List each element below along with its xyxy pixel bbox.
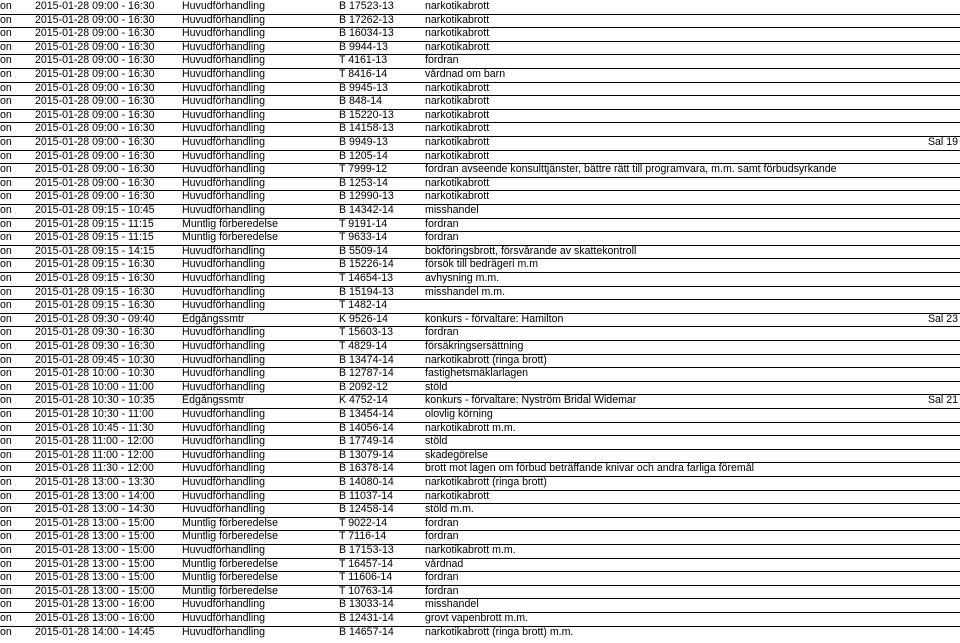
table-row xyxy=(0,299,960,313)
datetime-cell: 2015-01-28 09:00 - 16:30 xyxy=(35,190,155,203)
description-cell: avhysning m.m. xyxy=(425,272,500,284)
table-row xyxy=(0,177,960,191)
hearing-type-cell: Huvudförhandling xyxy=(182,95,266,108)
description-cell: narkotikabrott xyxy=(425,149,490,162)
table-row xyxy=(0,462,960,476)
day-cell: on xyxy=(0,530,12,543)
table-row xyxy=(0,476,960,490)
datetime-cell: 2015-01-28 09:15 - 10:45 xyxy=(35,204,155,216)
description-cell: vårdnad xyxy=(425,557,464,570)
datetime-cell: 2015-01-28 09:15 - 14:15 xyxy=(35,244,155,257)
description-cell: narkotikabrott m.m. xyxy=(425,544,516,556)
case-number-cell: T 14654-13 xyxy=(339,272,393,284)
table-row xyxy=(0,340,960,354)
case-number-cell: T 9022-14 xyxy=(339,516,388,529)
day-cell: on xyxy=(0,122,12,135)
datetime-cell: 2015-01-28 09:00 - 16:30 xyxy=(35,149,155,162)
description-cell: fordran xyxy=(425,530,459,543)
table-row xyxy=(0,422,960,436)
datetime-cell: 2015-01-28 09:45 - 10:30 xyxy=(35,353,155,366)
day-cell: on xyxy=(0,231,12,244)
datetime-cell: 2015-01-28 09:00 - 16:30 xyxy=(35,176,155,189)
day-cell: on xyxy=(0,149,12,162)
case-number-cell: T 16457-14 xyxy=(339,557,393,570)
day-cell: on xyxy=(0,625,12,638)
hearing-type-cell: Edgångssmtr xyxy=(182,394,245,407)
hearing-type-cell: Huvudförhandling xyxy=(182,489,266,502)
description-cell: narkotikabrott xyxy=(425,176,490,189)
day-cell: on xyxy=(0,217,12,230)
day-cell: on xyxy=(0,244,12,257)
case-number-cell: B 12431-14 xyxy=(339,612,394,624)
day-cell: on xyxy=(0,448,12,461)
hearing-type-cell: Muntlig förberedelse xyxy=(182,217,278,230)
hearing-type-cell: Muntlig förberedelse xyxy=(182,584,278,597)
datetime-cell: 2015-01-28 13:00 - 15:00 xyxy=(35,584,155,597)
datetime-cell: 2015-01-28 13:00 - 13:30 xyxy=(35,476,155,488)
day-cell: on xyxy=(0,176,12,189)
datetime-cell: 2015-01-28 09:00 - 16:30 xyxy=(35,40,155,53)
room-cell: Sal 21 xyxy=(927,394,958,407)
day-cell: on xyxy=(0,394,12,407)
datetime-cell: 2015-01-28 11:30 - 12:00 xyxy=(35,462,154,475)
table-row xyxy=(0,27,960,41)
hearing-type-cell: Huvudförhandling xyxy=(182,136,266,148)
day-cell: on xyxy=(0,136,12,148)
table-row xyxy=(0,408,960,422)
table-row xyxy=(0,598,960,612)
datetime-cell: 2015-01-28 11:00 - 12:00 xyxy=(35,448,154,461)
datetime-cell: 2015-01-28 09:15 - 16:30 xyxy=(35,299,155,312)
datetime-cell: 2015-01-28 13:00 - 14:30 xyxy=(35,503,155,516)
datetime-cell: 2015-01-28 09:15 - 16:30 xyxy=(35,272,155,284)
table-row xyxy=(0,95,960,109)
description-cell: narkotikabrott m.m. xyxy=(425,421,516,434)
hearing-type-cell: Huvudförhandling xyxy=(182,340,266,352)
hearing-type-cell: Muntlig förberedelse xyxy=(182,530,278,543)
table-row xyxy=(0,218,960,232)
datetime-cell: 2015-01-28 09:00 - 16:30 xyxy=(35,13,155,26)
hearing-type-cell: Huvudförhandling xyxy=(182,503,266,516)
day-cell: on xyxy=(0,476,12,488)
description-cell: bokföringsbrott, försvårande av skattekontroll xyxy=(425,244,637,257)
description-cell: fordran xyxy=(425,217,459,230)
datetime-cell: 2015-01-28 13:00 - 15:00 xyxy=(35,544,155,556)
datetime-cell: 2015-01-28 09:00 - 16:30 xyxy=(35,136,155,148)
hearing-type-cell: Huvudförhandling xyxy=(182,149,266,162)
case-number-cell: T 9633-14 xyxy=(339,231,388,244)
day-cell: on xyxy=(0,285,12,298)
description-cell: narkotikabrott (ringa brott) xyxy=(425,353,547,366)
datetime-cell: 2015-01-28 14:00 - 14:45 xyxy=(35,625,155,638)
case-number-cell: T 10763-14 xyxy=(339,584,393,597)
description-cell: narkotikabrott xyxy=(425,95,490,108)
day-cell: on xyxy=(0,40,12,53)
table-row xyxy=(0,231,960,245)
datetime-cell: 2015-01-28 09:00 - 16:30 xyxy=(35,0,155,12)
description-cell: skadegörelse xyxy=(425,448,489,461)
hearing-type-cell: Huvudförhandling xyxy=(182,408,266,420)
hearing-type-cell: Huvudförhandling xyxy=(182,27,266,40)
day-cell: on xyxy=(0,557,12,570)
day-cell: on xyxy=(0,408,12,420)
day-cell: on xyxy=(0,312,12,325)
hearing-type-cell: Huvudförhandling xyxy=(182,176,266,189)
case-number-cell: B 1205-14 xyxy=(339,149,388,162)
datetime-cell: 2015-01-28 09:15 - 11:15 xyxy=(35,231,154,244)
description-cell: konkurs - förvaltare: Nyström Bridal Widemar xyxy=(425,394,637,407)
description-cell: misshandel m.m. xyxy=(425,285,506,298)
day-cell: on xyxy=(0,503,12,516)
hearing-type-cell: Muntlig förberedelse xyxy=(182,231,278,244)
description-cell: narkotikabrott xyxy=(425,27,490,40)
hearing-type-cell: Huvudförhandling xyxy=(182,272,266,284)
day-cell: on xyxy=(0,516,12,529)
hearing-type-cell: Huvudförhandling xyxy=(182,598,266,611)
datetime-cell: 2015-01-28 09:15 - 16:30 xyxy=(35,285,155,298)
description-cell: fordran xyxy=(425,231,459,244)
description-cell: fordran avseende konsulttjänster, bättre rätt till programvara, m.m. samt förbudsyrkande xyxy=(425,163,837,176)
description-cell: narkotikabrott xyxy=(425,40,490,53)
day-cell: on xyxy=(0,190,12,203)
table-row xyxy=(0,435,960,449)
datetime-cell: 2015-01-28 09:00 - 16:30 xyxy=(35,108,155,121)
case-number-cell: B 17523-13 xyxy=(339,0,394,12)
datetime-cell: 2015-01-28 13:00 - 14:00 xyxy=(35,489,155,502)
table-row xyxy=(0,286,960,300)
datetime-cell: 2015-01-28 09:00 - 16:30 xyxy=(35,122,155,135)
day-cell: on xyxy=(0,598,12,611)
day-cell: on xyxy=(0,571,12,584)
day-cell: on xyxy=(0,163,12,176)
hearing-type-cell: Huvudförhandling xyxy=(182,476,266,488)
table-row xyxy=(0,313,960,327)
datetime-cell: 2015-01-28 09:30 - 16:30 xyxy=(35,326,155,339)
description-cell: brott mot lagen om förbud beträffande knivar och andra farliga föremål xyxy=(425,462,754,475)
day-cell: on xyxy=(0,68,12,80)
table-row xyxy=(0,449,960,463)
datetime-cell: 2015-01-28 11:00 - 12:00 xyxy=(35,435,154,448)
case-number-cell: T 1482-14 xyxy=(339,299,388,312)
hearing-type-cell: Huvudförhandling xyxy=(182,40,266,53)
hearing-type-cell: Huvudförhandling xyxy=(182,612,266,624)
case-number-cell: B 14657-14 xyxy=(339,625,394,638)
case-number-cell: K 9526-14 xyxy=(339,312,388,325)
description-cell: fastighetsmäklarlagen xyxy=(425,367,529,380)
room-cell: Sal 19 xyxy=(927,136,958,148)
hearing-type-cell: Huvudförhandling xyxy=(182,421,266,434)
description-cell: stöld xyxy=(425,435,448,448)
datetime-cell: 2015-01-28 10:30 - 11:00 xyxy=(35,408,154,420)
description-cell: fordran xyxy=(425,326,459,339)
hearing-type-cell: Muntlig förberedelse xyxy=(182,557,278,570)
datetime-cell: 2015-01-28 09:30 - 09:40 xyxy=(35,312,155,325)
description-cell: grovt vapenbrott m.m. xyxy=(425,612,529,624)
case-number-cell: B 13454-14 xyxy=(339,408,394,420)
hearing-type-cell: Huvudförhandling xyxy=(182,122,266,135)
day-cell: on xyxy=(0,421,12,434)
hearing-type-cell: Huvudförhandling xyxy=(182,299,266,312)
table-row xyxy=(0,68,960,82)
description-cell: narkotikabrott xyxy=(425,13,490,26)
day-cell: on xyxy=(0,27,12,40)
table-row xyxy=(0,626,960,640)
day-cell: on xyxy=(0,435,12,448)
case-number-cell: B 12458-14 xyxy=(339,503,394,516)
table-row xyxy=(0,503,960,517)
hearing-type-cell: Huvudförhandling xyxy=(182,367,266,380)
day-cell: on xyxy=(0,204,12,216)
case-number-cell: B 17262-13 xyxy=(339,13,394,26)
table-row xyxy=(0,0,960,14)
description-cell: fordran xyxy=(425,584,459,597)
datetime-cell: 2015-01-28 13:00 - 16:00 xyxy=(35,598,155,611)
hearing-type-cell: Huvudförhandling xyxy=(182,204,266,216)
case-number-cell: B 1253-14 xyxy=(339,176,388,189)
hearing-type-cell: Huvudförhandling xyxy=(182,380,266,393)
day-cell: on xyxy=(0,340,12,352)
hearing-type-cell: Huvudförhandling xyxy=(182,163,266,176)
day-cell: on xyxy=(0,95,12,108)
table-row xyxy=(0,585,960,599)
case-number-cell: B 14056-14 xyxy=(339,421,394,434)
room-cell: Sal 23 xyxy=(927,312,958,325)
day-cell: on xyxy=(0,299,12,312)
case-number-cell: B 16378-14 xyxy=(339,462,394,475)
case-number-cell: B 12990-13 xyxy=(339,190,394,203)
case-number-cell: T 4829-14 xyxy=(339,340,388,352)
table-row xyxy=(0,558,960,572)
case-number-cell: B 9949-13 xyxy=(339,136,388,148)
table-row xyxy=(0,204,960,218)
table-row xyxy=(0,150,960,164)
hearing-type-cell: Huvudförhandling xyxy=(182,544,266,556)
description-cell: misshandel xyxy=(425,204,479,216)
table-row xyxy=(0,544,960,558)
datetime-cell: 2015-01-28 09:00 - 16:30 xyxy=(35,54,155,67)
case-number-cell: B 848-14 xyxy=(339,95,382,108)
datetime-cell: 2015-01-28 09:00 - 16:30 xyxy=(35,68,155,80)
hearing-type-cell: Huvudförhandling xyxy=(182,0,266,12)
day-cell: on xyxy=(0,326,12,339)
description-cell: stöld m.m. xyxy=(425,503,474,516)
description-cell: försök till bedrägeri m.m xyxy=(425,258,539,271)
day-cell: on xyxy=(0,0,12,12)
case-number-cell: B 15194-13 xyxy=(339,285,394,298)
case-number-cell: B 13033-14 xyxy=(339,598,394,611)
case-number-cell: B 13079-14 xyxy=(339,448,394,461)
case-number-cell: B 14080-14 xyxy=(339,476,394,488)
table-row xyxy=(0,612,960,626)
description-cell: olovlig körning xyxy=(425,408,493,420)
hearing-type-cell: Huvudförhandling xyxy=(182,435,266,448)
day-cell: on xyxy=(0,258,12,271)
case-number-cell: K 4752-14 xyxy=(339,394,388,407)
table-row xyxy=(0,14,960,28)
datetime-cell: 2015-01-28 09:00 - 16:30 xyxy=(35,95,155,108)
case-number-cell: B 17153-13 xyxy=(339,544,394,556)
hearing-type-cell: Huvudförhandling xyxy=(182,81,266,94)
datetime-cell: 2015-01-28 13:00 - 16:00 xyxy=(35,612,155,624)
hearing-type-cell: Huvudförhandling xyxy=(182,353,266,366)
hearing-type-cell: Huvudförhandling xyxy=(182,285,266,298)
case-number-cell: B 16034-13 xyxy=(339,27,394,40)
datetime-cell: 2015-01-28 10:00 - 10:30 xyxy=(35,367,155,380)
day-cell: on xyxy=(0,367,12,380)
table-row xyxy=(0,190,960,204)
case-number-cell: T 15603-13 xyxy=(339,326,393,339)
table-row xyxy=(0,394,960,408)
description-cell: narkotikabrott xyxy=(425,136,490,148)
description-cell: narkotikabrott xyxy=(425,108,490,121)
day-cell: on xyxy=(0,54,12,67)
datetime-cell: 2015-01-28 09:00 - 16:30 xyxy=(35,81,155,94)
table-row xyxy=(0,109,960,123)
description-cell: stöld xyxy=(425,380,448,393)
datetime-cell: 2015-01-28 13:00 - 15:00 xyxy=(35,557,155,570)
day-cell: on xyxy=(0,544,12,556)
day-cell: on xyxy=(0,612,12,624)
datetime-cell: 2015-01-28 10:00 - 11:00 xyxy=(35,380,154,393)
case-number-cell: B 15226-14 xyxy=(339,258,394,271)
table-row xyxy=(0,381,960,395)
case-number-cell: T 8416-14 xyxy=(339,68,388,80)
table-row xyxy=(0,571,960,585)
table-row xyxy=(0,530,960,544)
description-cell: försäkringsersättning xyxy=(425,340,524,352)
datetime-cell: 2015-01-28 09:15 - 11:15 xyxy=(35,217,154,230)
hearing-type-cell: Huvudförhandling xyxy=(182,258,266,271)
case-number-cell: B 9944-13 xyxy=(339,40,388,53)
hearing-type-cell: Huvudförhandling xyxy=(182,462,266,475)
description-cell: narkotikabrott xyxy=(425,0,490,12)
hearing-type-cell: Huvudförhandling xyxy=(182,448,266,461)
case-number-cell: B 12787-14 xyxy=(339,367,394,380)
case-number-cell: T 9191-14 xyxy=(339,217,388,230)
description-cell: narkotikabrott xyxy=(425,489,490,502)
description-cell: konkurs - förvaltare: Hamilton xyxy=(425,312,564,325)
table-row xyxy=(0,490,960,504)
datetime-cell: 2015-01-28 09:00 - 16:30 xyxy=(35,163,155,176)
day-cell: on xyxy=(0,353,12,366)
table-row xyxy=(0,54,960,68)
description-cell: fordran xyxy=(425,516,459,529)
day-cell: on xyxy=(0,108,12,121)
table-row xyxy=(0,82,960,96)
case-number-cell: T 11606-14 xyxy=(339,571,393,584)
table-row xyxy=(0,41,960,55)
hearing-type-cell: Huvudförhandling xyxy=(182,108,266,121)
description-cell: narkotikabrott xyxy=(425,122,490,135)
case-number-cell: B 11037-14 xyxy=(339,489,393,502)
hearing-type-cell: Huvudförhandling xyxy=(182,326,266,339)
datetime-cell: 2015-01-28 13:00 - 15:00 xyxy=(35,516,155,529)
datetime-cell: 2015-01-28 13:00 - 15:00 xyxy=(35,571,155,584)
description-cell: fordran xyxy=(425,54,459,67)
case-number-cell: B 17749-14 xyxy=(339,435,394,448)
table-row xyxy=(0,272,960,286)
table-row xyxy=(0,367,960,381)
hearing-type-cell: Huvudförhandling xyxy=(182,625,266,638)
hearing-type-cell: Huvudförhandling xyxy=(182,13,266,26)
case-number-cell: B 5509-14 xyxy=(339,244,388,257)
case-number-cell: B 9945-13 xyxy=(339,81,388,94)
day-cell: on xyxy=(0,462,12,475)
table-row xyxy=(0,245,960,259)
table-row xyxy=(0,258,960,272)
case-number-cell: B 13474-14 xyxy=(339,353,394,366)
description-cell: fordran xyxy=(425,571,459,584)
datetime-cell: 2015-01-28 09:15 - 16:30 xyxy=(35,258,155,271)
datetime-cell: 2015-01-28 09:30 - 16:30 xyxy=(35,340,155,352)
hearing-type-cell: Huvudförhandling xyxy=(182,190,266,203)
case-number-cell: T 4161-13 xyxy=(339,54,388,67)
description-cell: narkotikabrott (ringa brott) xyxy=(425,476,547,488)
description-cell: narkotikabrott xyxy=(425,190,490,203)
day-cell: on xyxy=(0,81,12,94)
day-cell: on xyxy=(0,584,12,597)
datetime-cell: 2015-01-28 13:00 - 15:00 xyxy=(35,530,155,543)
table-row xyxy=(0,354,960,368)
case-number-cell: T 7999-12 xyxy=(339,163,388,176)
description-cell: vårdnad om barn xyxy=(425,68,506,80)
hearing-type-cell: Huvudförhandling xyxy=(182,244,266,257)
table-row xyxy=(0,163,960,177)
description-cell: narkotikabrott (ringa brott) m.m. xyxy=(425,625,574,638)
description-cell: misshandel xyxy=(425,598,479,611)
datetime-cell: 2015-01-28 10:30 - 10:35 xyxy=(35,394,155,407)
table-row xyxy=(0,326,960,340)
day-cell: on xyxy=(0,272,12,284)
hearing-type-cell: Huvudförhandling xyxy=(182,54,266,67)
table-row xyxy=(0,136,960,150)
day-cell: on xyxy=(0,13,12,26)
description-cell: narkotikabrott xyxy=(425,81,490,94)
datetime-cell: 2015-01-28 10:45 - 11:30 xyxy=(35,421,154,434)
hearing-type-cell: Muntlig förberedelse xyxy=(182,516,278,529)
case-number-cell: B 14342-14 xyxy=(339,204,394,216)
hearing-type-cell: Edgångssmtr xyxy=(182,312,245,325)
hearing-type-cell: Huvudförhandling xyxy=(182,68,266,80)
datetime-cell: 2015-01-28 09:00 - 16:30 xyxy=(35,27,155,40)
case-number-cell: B 2092-12 xyxy=(339,380,388,393)
day-cell: on xyxy=(0,380,12,393)
day-cell: on xyxy=(0,489,12,502)
case-number-cell: B 15220-13 xyxy=(339,108,394,121)
hearing-type-cell: Muntlig förberedelse xyxy=(182,571,278,584)
case-number-cell: B 14158-13 xyxy=(339,122,394,135)
table-row xyxy=(0,122,960,136)
table-row xyxy=(0,517,960,531)
case-number-cell: T 7116-14 xyxy=(339,530,387,543)
